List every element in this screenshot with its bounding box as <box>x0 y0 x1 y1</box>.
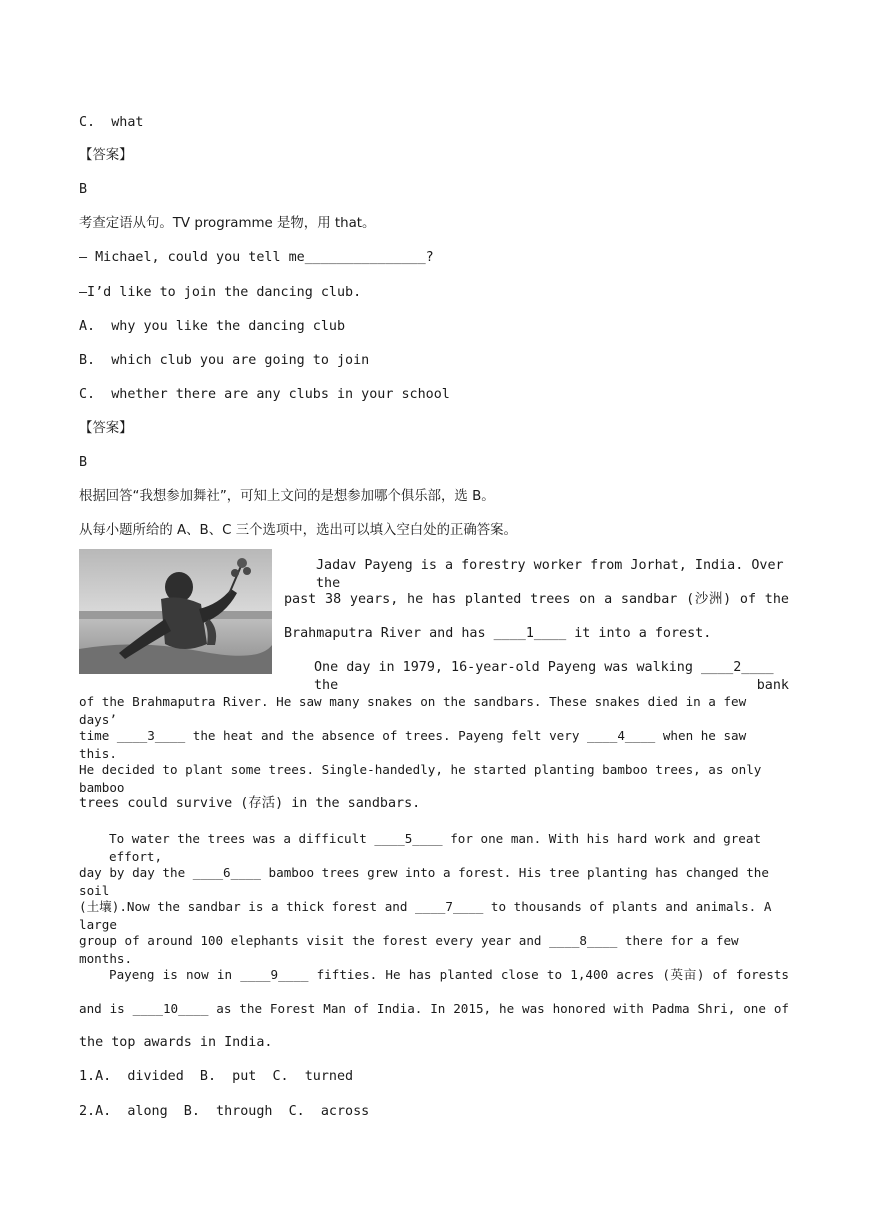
option-a: A. why you like the dancing club <box>79 319 346 334</box>
passage-line: He decided to plant some trees. Single-handedly, he started planting bamboo trees, as only bamboo <box>79 762 762 795</box>
photo-graphic <box>79 549 272 674</box>
question-stem: — Michael, could you tell me_______________? <box>79 250 434 265</box>
passage-line: group of around 100 elephants visit the forest every year and ____8____ there for a few months. <box>79 933 739 966</box>
passage-line: (土壤).Now the sandbar is a thick forest and ____7____ to thousands of plants and animals. A large <box>79 899 772 932</box>
passage-line: past 38 years, he has planted trees on a sandbar (沙洲) of the <box>284 592 789 607</box>
answer-heading: 【答案】 <box>79 148 133 163</box>
cloze-instruction: 从每小题所给的 A、B、C 三个选项中，选出可以填入空白处的正确答案。 <box>79 523 517 538</box>
passage-line: the top awards in India. <box>79 1035 273 1050</box>
passage-line: trees could survive (存活) in the sandbars. <box>79 796 421 811</box>
question-1-options: 1.A. divided B. put C. turned <box>79 1069 354 1084</box>
answer-value: B <box>79 182 88 197</box>
option-c: C. whether there are any clubs in your school <box>79 387 450 402</box>
answer-heading: 【答案】 <box>79 421 133 436</box>
explanation: 考查定语从句。TV programme 是物，用 that。 <box>79 216 376 231</box>
passage-line: and is ____10____ as the Forest Man of India. In 2015, he was honored with Padma Shri, one of <box>79 1001 789 1016</box>
passage-line: time ____3____ the heat and the absence of trees. Payeng felt very ____4____ when he saw this. <box>79 728 747 761</box>
person-planting-photo <box>79 549 272 674</box>
option-b: B. which club you are going to join <box>79 353 370 368</box>
passage-line: of the Brahmaputra River. He saw many snakes on the sandbars. These snakes died in a few days’ <box>79 694 747 727</box>
passage-line: One day in 1979, 16-year-old Payeng was walking ____2____ the bank <box>314 660 789 693</box>
passage-line: To water the trees was a difficult ____5____ for one man. With his hard work and great effort, <box>109 831 762 864</box>
passage-line: Payeng is now in ____9____ fifties. He has planted close to 1,400 acres (英亩) of forests <box>109 967 789 982</box>
prev-option-c: C. what <box>79 115 144 130</box>
answer-value: B <box>79 455 88 470</box>
question-2-options: 2.A. along B. through C. across <box>79 1104 370 1119</box>
passage-line: day by day the ____6____ bamboo trees grew into a forest. His tree planting has changed the soil <box>79 865 769 898</box>
passage-line: Jadav Payeng is a forestry worker from Jorhat, India. Over the <box>316 558 784 591</box>
question-reply: —I’d like to join the dancing club. <box>79 285 362 300</box>
passage-line: Brahmaputra River and has ____1____ it into a forest. <box>284 626 712 641</box>
explanation: 根据回答“我想参加舞社”，可知上文问的是想参加哪个俱乐部，选 B。 <box>79 489 495 504</box>
